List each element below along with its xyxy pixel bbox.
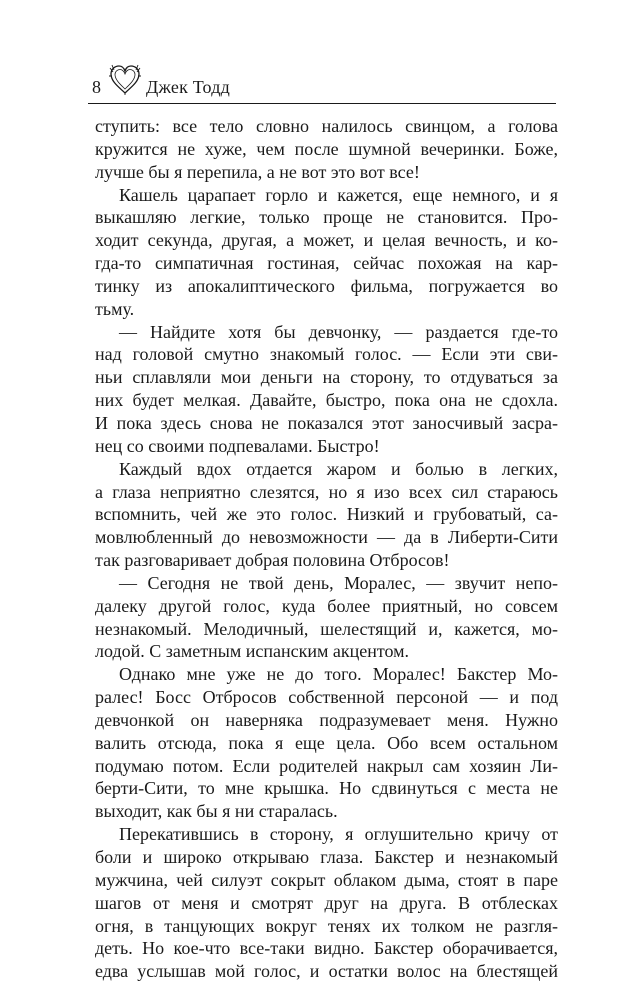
- text-line: ньи сплавляли мои деньги на сторону, то отдуваться за: [95, 367, 558, 388]
- heart-ornament-icon: [108, 64, 142, 96]
- header-rule: [88, 103, 556, 104]
- text-line: нец со своими подпевалами. Быстро!: [95, 435, 380, 456]
- text-line: берти-Сити, то мне крышка. Но сдвинуться с места не: [95, 778, 558, 799]
- text-line: И пока здесь снова не показался этот заносчивый засра-: [95, 412, 558, 433]
- text-line: подумаю потом. Если родителей накрыл сам хозяин Ли-: [95, 755, 558, 776]
- text-line: лодой. С заметным испанским акцентом.: [95, 641, 410, 662]
- text-line: — Найдите хотя бы девчонку, — раздается где-то: [119, 321, 558, 342]
- running-head-author: Джек Тодд: [146, 77, 230, 97]
- text-line: выкашляю легкие, только проще не становится. Про-: [95, 207, 558, 228]
- text-line: над головой смутно знакомый голос. — Если эти сви-: [95, 344, 558, 365]
- text-line: огня, в танцующих вокруг тенях их толком не разгля-: [95, 915, 558, 936]
- text-line: кружится не хуже, чем после шумной вечеринки. Боже,: [95, 138, 558, 159]
- body-text: [95, 115, 558, 983]
- text-line: незнакомый. Мелодичный, шелестящий и, кажется, мо-: [95, 618, 558, 639]
- text-line: гда-то симпатичная гостиная, сейчас похожая на кар-: [95, 253, 558, 274]
- text-line: них будет мелкая. Давайте, быстро, пока она не сдохла.: [95, 390, 558, 411]
- text-line: а глаза неприятно слезятся, но я изо всех сил стараюсь: [95, 481, 558, 502]
- text-line: мужчина, чей силуэт сокрыт облаком дыма, стоят в паре: [95, 869, 558, 890]
- text-line: тинку из апокалиптического фильма, погружается во: [95, 275, 558, 296]
- text-line: боли и широко открываю глаза. Бакстер и незнакомый: [95, 847, 558, 867]
- text-line: вспомнить, чей же это голос. Низкий и грубоватый, са-: [95, 504, 558, 525]
- text-line: деть. Но кое-что все-таки видно. Бакстер оборачивается,: [95, 938, 558, 959]
- text-line: ралес! Босс Отбросов собственной персоной — и под: [95, 687, 558, 708]
- text-line: Перекатившись в сторону, я оглушительно кричу от: [119, 824, 558, 845]
- text-line: тьму.: [95, 298, 135, 319]
- text-line: Каждый вдох отдается жаром и болью в легких,: [119, 458, 558, 479]
- text-line: ступить: все тело словно налилось свинцом, а голова: [95, 116, 558, 136]
- page-number: 8: [92, 77, 101, 97]
- text-line: лучше бы я перепила, а не вот это вот все!: [95, 161, 420, 182]
- text-line: так разговаривает добрая половина Отбросов!: [95, 550, 450, 571]
- page-header: [88, 62, 555, 102]
- text-line: далеку другой голос, куда более приятный, но совсем: [95, 595, 558, 616]
- text-line: выходит, как бы я ни старалась.: [95, 801, 338, 822]
- text-line: Однако мне уже не до того. Моралес! Бакстер Мо-: [119, 664, 558, 685]
- text-line: мовлюбленный до невозможности — да в Либерти-Сити: [95, 527, 558, 548]
- text-line: девчонкой он наверняка подразумевает меня. Нужно: [95, 709, 558, 730]
- text-line: ходит секунда, другая, а может, и целая вечность, и ко-: [95, 230, 558, 251]
- text-line: шагов от меня и смотрят друг на друга. В отблесках: [95, 892, 558, 913]
- text-line: — Сегодня не твой день, Моралес, — звучит непо-: [119, 572, 558, 593]
- text-line: валить отсюда, пока я еще цела. Обо всем остальном: [95, 732, 558, 753]
- text-line: Кашель царапает горло и кажется, еще немного, и я: [119, 184, 558, 205]
- text-line: едва услышав мой голос, и остатки волос на блестящей: [95, 961, 558, 982]
